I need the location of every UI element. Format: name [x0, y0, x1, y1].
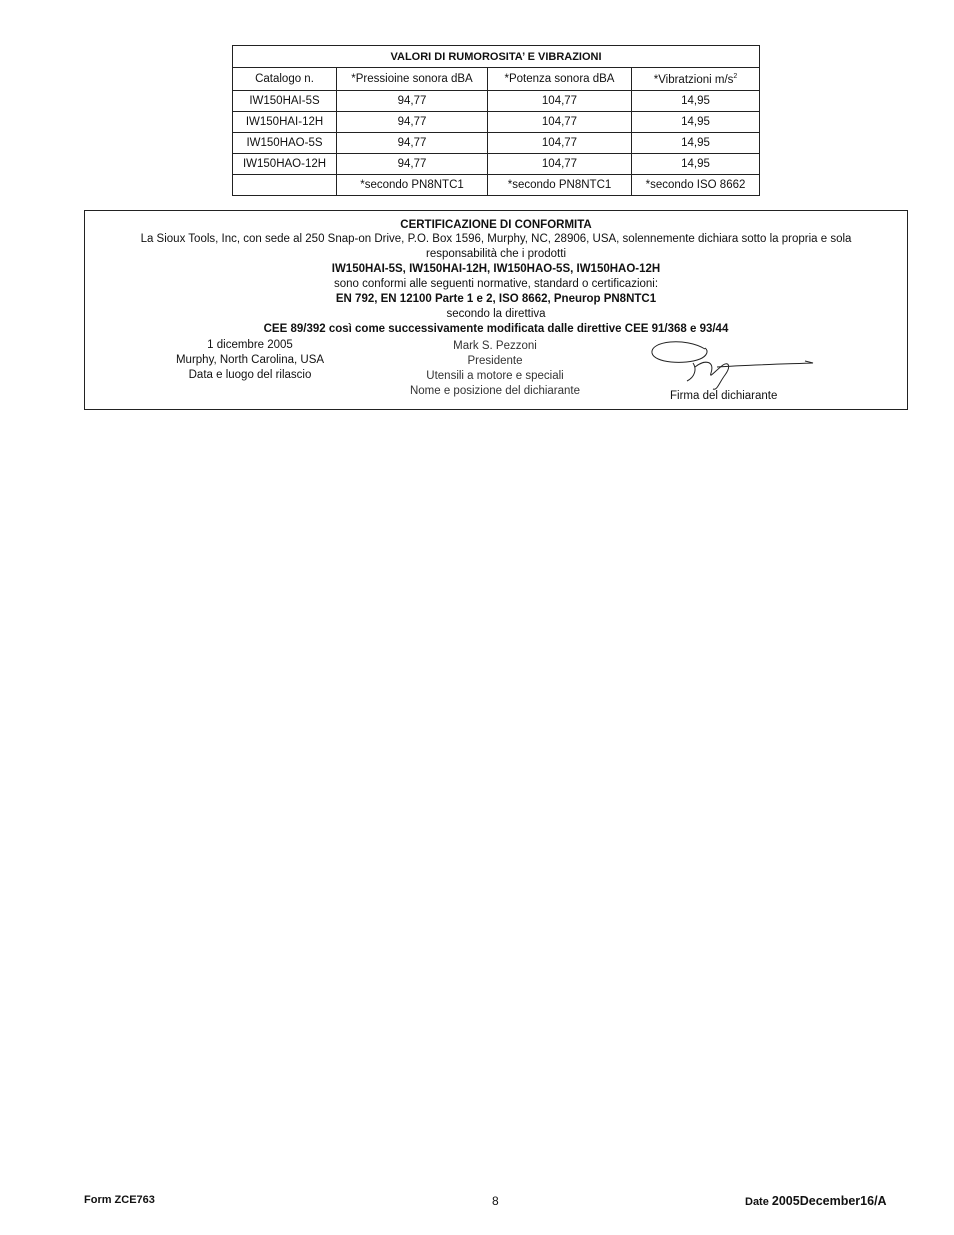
signer-block — [385, 339, 605, 399]
footnote-empty — [233, 175, 337, 196]
footer-form-number: Form ZCE763 — [84, 1194, 155, 1206]
cell-pressure: 94,77 — [337, 112, 488, 133]
footer-date-value: 2005December16/A — [771, 1194, 887, 1208]
table-row — [233, 133, 760, 154]
header-sound-power: *Potenza sonora dBA — [488, 68, 632, 91]
cell-catalog: IW150HAO-12H — [233, 154, 337, 175]
header-catalog: Catalogo n. — [233, 68, 337, 91]
cert-directive-intro: secondo la direttiva — [446, 308, 546, 320]
cell-power: 104,77 — [488, 154, 632, 175]
footer-date — [745, 1194, 887, 1208]
signer-caption: Nome e posizione del dichiarante — [409, 385, 581, 397]
cert-directive: CEE 89/392 così come successivamente modificata dalle direttive CEE 91/368 e 93/44 — [263, 323, 729, 335]
cell-pressure: 94,77 — [337, 154, 488, 175]
signature-image — [645, 339, 815, 391]
cell-vibration: 14,95 — [632, 154, 760, 175]
issue-place: Murphy, North Carolina, USA — [175, 354, 325, 366]
issue-caption: Data e luogo del rilascio — [188, 369, 312, 381]
footer-date-prefix: Date — [745, 1196, 772, 1208]
cell-power: 104,77 — [488, 112, 632, 133]
cell-power: 104,77 — [488, 91, 632, 112]
cert-intro-line-2: responsabilità che i prodotti — [426, 248, 566, 260]
issue-block — [155, 338, 345, 383]
table-title: VALORI DI RUMOROSITA’ E VIBRAZIONI — [233, 46, 760, 68]
certification-box — [84, 210, 908, 410]
table-header-row — [233, 68, 760, 91]
footnote-pressure: *secondo PN8NTC1 — [337, 175, 488, 196]
cell-vibration: 14,95 — [632, 112, 760, 133]
cert-products: IW150HAI-5S, IW150HAI-12H, IW150HAO-5S, IW150HAO-12H — [331, 263, 661, 275]
cell-pressure: 94,77 — [337, 133, 488, 154]
cert-standards: EN 792, EN 12100 Parte 1 e 2, ISO 8662, Pneurop PN8NTC1 — [335, 293, 657, 305]
cert-conformity-line: sono conformi alle seguenti normative, standard o certificazioni: — [333, 278, 659, 290]
cell-catalog: IW150HAO-5S — [233, 133, 337, 154]
noise-vibration-table — [232, 45, 760, 196]
table-row — [233, 112, 760, 133]
signer-name: Mark S. Pezzoni — [453, 340, 537, 352]
footnote-vibration: *secondo ISO 8662 — [632, 175, 760, 196]
footer-page-number: 8 — [492, 1194, 499, 1208]
cell-catalog: IW150HAI-5S — [233, 91, 337, 112]
signature-caption: Firma del dichiarante — [670, 390, 778, 402]
footnote-power: *secondo PN8NTC1 — [488, 175, 632, 196]
table-footnote-row — [233, 175, 760, 196]
cell-catalog: IW150HAI-12H — [233, 112, 337, 133]
signer-division: Utensili a motore e speciali — [426, 370, 564, 382]
table-row — [233, 91, 760, 112]
table-row — [233, 154, 760, 175]
header-sound-pressure: *Pressioine sonora dBA — [337, 68, 488, 91]
header-vibration: *Vibratzioni $m/s^2$ — [632, 68, 760, 91]
issue-date: 1 dicembre 2005 — [207, 339, 293, 351]
signer-title: Presidente — [467, 355, 523, 367]
cell-pressure: 94,77 — [337, 91, 488, 112]
cert-intro-line: La Sioux Tools, Inc, con sede al 250 Snap-on Drive, P.O. Box 1596, Murphy, NC, 28906, USA, solennemente dichiara sotto la propria e sola — [140, 233, 852, 245]
cert-title: CERTIFICAZIONE DI CONFORMITA — [400, 219, 592, 231]
cell-vibration: 14,95 — [632, 133, 760, 154]
cell-power: 104,77 — [488, 133, 632, 154]
cell-vibration: 14,95 — [632, 91, 760, 112]
